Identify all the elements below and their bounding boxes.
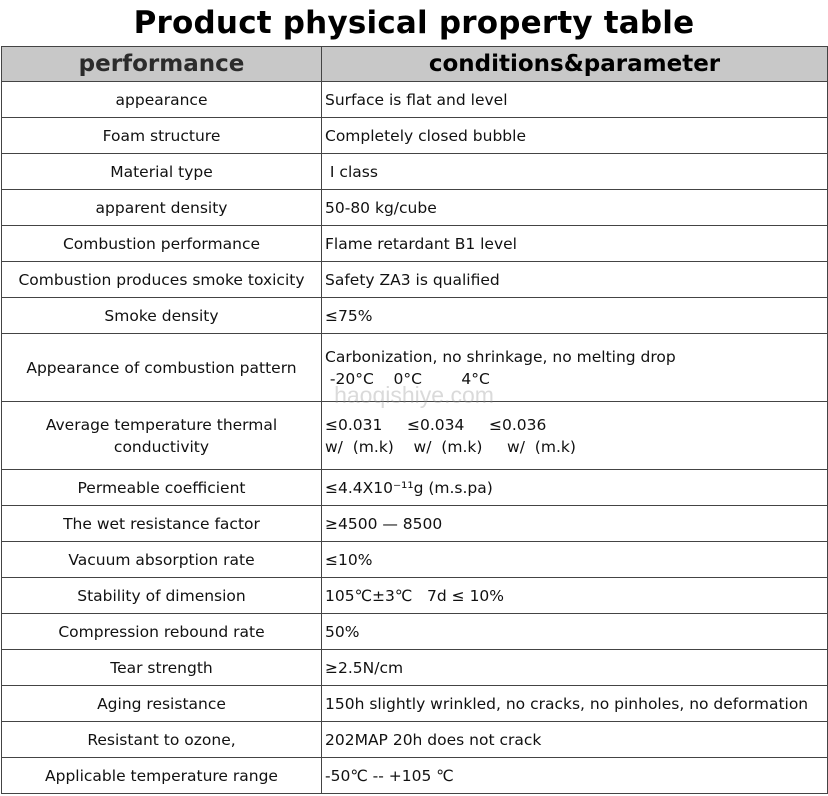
row-property: Stability of dimension: [2, 578, 322, 614]
row-property: Smoke density: [2, 298, 322, 334]
row-value: 105℃±3℃ 7d ≤ 10%: [322, 578, 828, 614]
table-row: [2, 262, 828, 298]
row-value: 150h slightly wrinkled, no cracks, no pinholes, no deformation: [322, 686, 828, 722]
row-value-cell: [322, 402, 828, 470]
row-property: Compression rebound rate: [2, 614, 322, 650]
row-property: Combustion performance: [2, 226, 322, 262]
row-value: -50℃ -- +105 ℃: [322, 758, 828, 794]
page-title: Product physical property table: [133, 5, 695, 41]
row-property: Permeable coefficient: [2, 470, 322, 506]
table-row: [2, 578, 828, 614]
table-row: [2, 758, 828, 794]
table-row: [2, 82, 828, 118]
table-row: [2, 506, 828, 542]
table-row: [2, 722, 828, 758]
row-value-line2: -20°C 0°C 4°C: [325, 369, 490, 388]
header-performance: performance: [2, 47, 322, 82]
table-row: [2, 686, 828, 722]
row-value: Safety ZA3 is qualified: [322, 262, 828, 298]
row-property: Resistant to ozone,: [2, 722, 322, 758]
row-value: ≤10%: [322, 542, 828, 578]
table-row: [2, 226, 828, 262]
table-row: [2, 190, 828, 226]
row-value: ≤4.4X10⁻¹¹g (m.s.pa): [322, 470, 828, 506]
table-row: [2, 118, 828, 154]
row-property: Material type: [2, 154, 322, 190]
row-property: apparent density: [2, 190, 322, 226]
row-value-cell: [322, 334, 828, 402]
row-property: Tear strength: [2, 650, 322, 686]
row-value: ≤75%: [322, 298, 828, 334]
watermark: haoqishiye.com: [334, 382, 494, 408]
row-value-line2: w/ (m.k) w/ (m.k) w/ (m.k): [325, 437, 576, 456]
table-row: [2, 650, 828, 686]
row-property: Foam structure: [2, 118, 322, 154]
table-row: [2, 402, 828, 470]
table-header-row: [2, 47, 828, 82]
row-value: Completely closed bubble: [322, 118, 828, 154]
row-value: Carbonization, no shrinkage, no melting drop: [325, 347, 676, 366]
row-property: appearance: [2, 82, 322, 118]
row-value: Flame retardant B1 level: [322, 226, 828, 262]
row-property: Vacuum absorption rate: [2, 542, 322, 578]
row-property: Average temperature thermal conductivity: [2, 402, 322, 470]
table-row: [2, 542, 828, 578]
row-value: Surface is flat and level: [322, 82, 828, 118]
table-row: [2, 154, 828, 190]
row-value: Ⅰ class: [322, 154, 828, 190]
table-row: [2, 614, 828, 650]
row-property: Appearance of combustion pattern: [2, 334, 322, 402]
row-value: 50%: [322, 614, 828, 650]
row-property: The wet resistance factor: [2, 506, 322, 542]
property-table: [1, 46, 828, 794]
row-property: Combustion produces smoke toxicity: [2, 262, 322, 298]
row-value: 50-80 kg/cube: [322, 190, 828, 226]
row-value: ≥4500 — 8500: [322, 506, 828, 542]
table-row: [2, 470, 828, 506]
header-conditions-parameter: conditions&parameter: [322, 47, 828, 82]
table-row: [2, 298, 828, 334]
row-property: Applicable temperature range: [2, 758, 322, 794]
row-value: ≤0.031 ≤0.034 ≤0.036: [325, 415, 547, 434]
table-row: [2, 334, 828, 402]
row-value: ≥2.5N/cm: [322, 650, 828, 686]
row-value: 202MAP 20h does not crack: [322, 722, 828, 758]
row-property: Aging resistance: [2, 686, 322, 722]
